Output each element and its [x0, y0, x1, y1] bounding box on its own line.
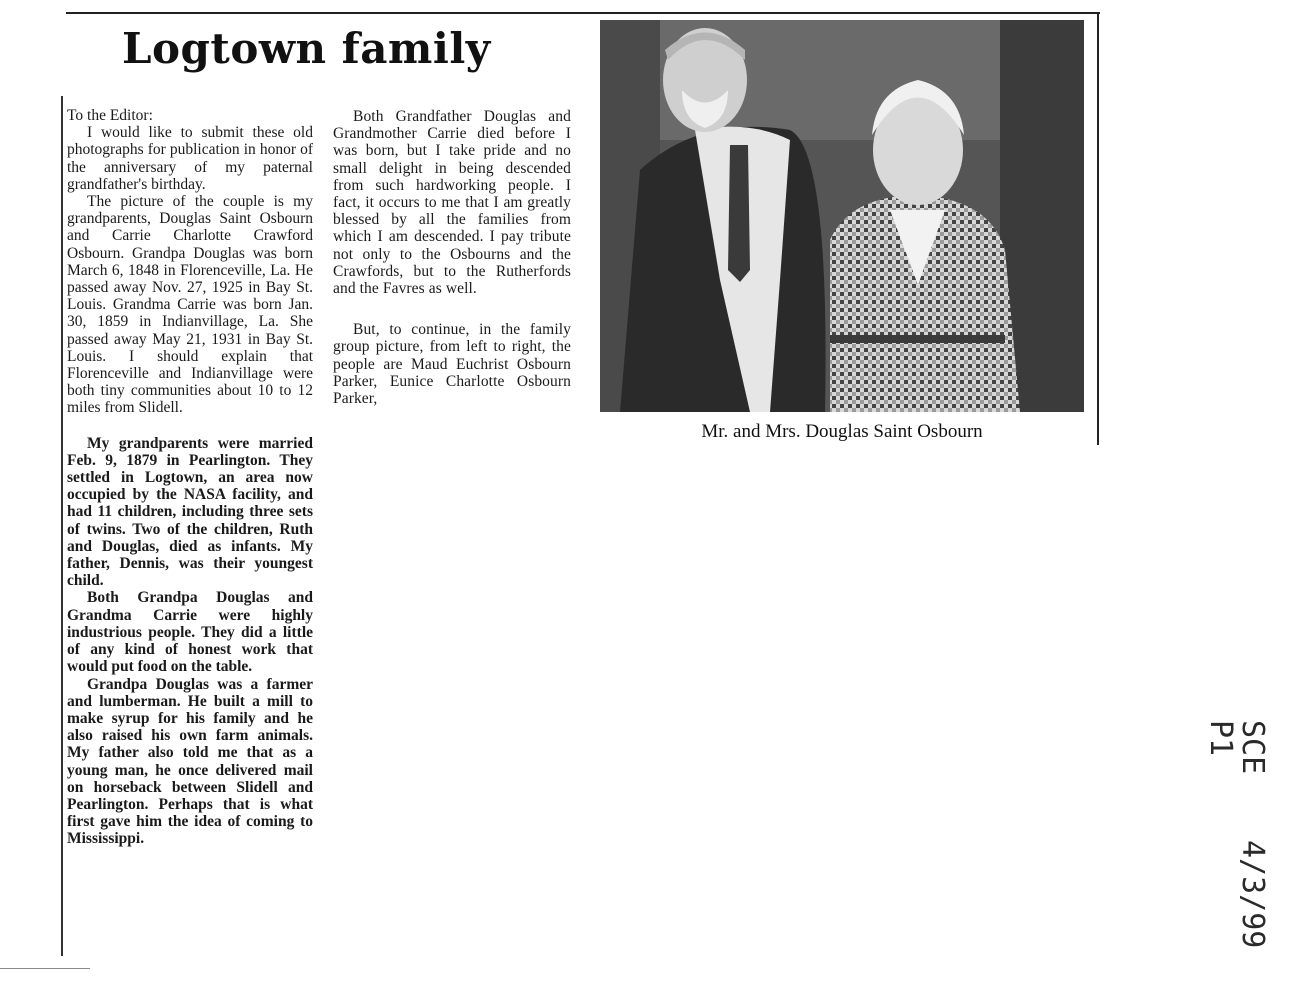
paragraph-salutation: To the Editor:	[67, 107, 153, 124]
paragraph-intro: I would like to submit these old photographs for publication in honor of the anniversary of my paternal grandfather's birthday.	[67, 124, 313, 193]
top-border-rule	[66, 12, 1100, 14]
annotation-page: P1	[1203, 720, 1238, 757]
paragraph-tribute: Both Grandfather Douglas and Grandmother Carrie died before I was born, but I take pride and no small delight in being descended from such hardworking people. I fact, it occurs to me that I am greatly blessed by all the families from which I am descended. I pay tribute not only to the Osbourns and the Crawfords, but to the Rutherfords and the Favres as well.	[333, 108, 571, 298]
paragraph-grandparents: The picture of the couple is my grandparents, Douglas Saint Osbourn and Carrie Charlotte Crawford Osbourn. Grandpa Douglas was born March 6, 1848 in Florenceville, La. He passed away Nov. 27, 1925 in Bay St. Louis. Grandma Carrie was born Jan. 30, 1859 in Indianvillage, La. She passed away May 21, 1931 in Bay St. Louis. I should explain that Florenceville and Indianvillage were both tiny communities about 10 to 12 miles from Slidell.	[67, 193, 313, 417]
bottom-scrap-line	[0, 968, 90, 969]
handwritten-annotation	[1195, 710, 1275, 980]
headline: Logtown family	[122, 24, 491, 73]
annotation-date: 4/3/99	[1235, 840, 1270, 949]
paragraph-industrious: Both Grandpa Douglas and Grandma Carrie were highly industrious people. They did a little of any kind of honest work that would put food on the table.	[67, 589, 313, 676]
paragraph-family-group: But, to continue, in the family group picture, from left to right, the people are Maud Euchrist Osbourn Parker, Eunice Charlotte Osbourn Parker,	[333, 321, 571, 408]
paragraph-marriage: My grandparents were married Feb. 9, 1879 in Pearlington. They settled in Logtown, an area now occupied by the NASA facility, and had 11 children, including three sets of twins. Two of the children, Ruth and Douglas, died as infants. My father, Dennis, was their youngest child.	[67, 434, 313, 590]
left-column-rule	[61, 96, 63, 956]
article-column-1	[67, 107, 313, 848]
handwritten-date-note	[1195, 710, 1275, 980]
photo-caption: Mr. and Mrs. Douglas Saint Osbourn	[701, 421, 983, 442]
couple-photograph	[600, 20, 1084, 412]
paragraph-farmer: Grandpa Douglas was a farmer and lumberman. He built a mill to make syrup for his family and he also raised his own farm animals. My father also told me that as a young man, he once delivered mail on horseback between Slidell and Pearlington. Perhaps that is what first gave him the idea of coming to Mississippi.	[67, 675, 313, 848]
article-column-2	[333, 108, 571, 407]
photograph-image	[600, 20, 1084, 412]
annotation-source: SCE	[1235, 720, 1270, 775]
right-border-rule	[1097, 12, 1099, 445]
